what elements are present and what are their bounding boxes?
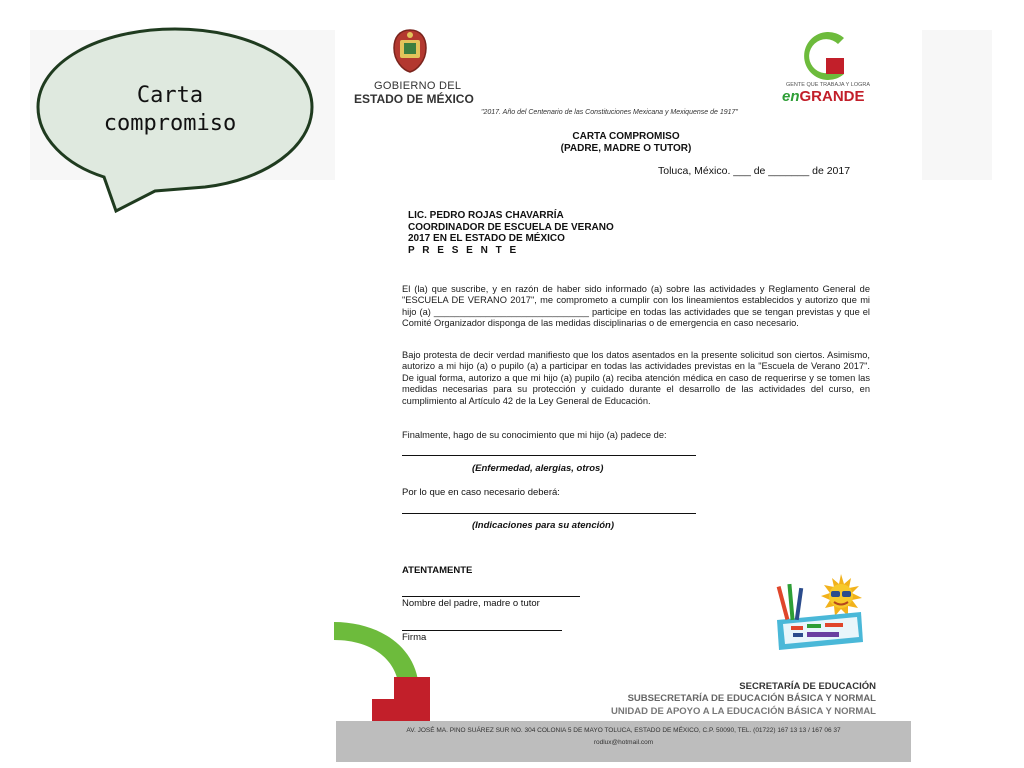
- brand-name: [782, 88, 865, 105]
- paragraph-condition: Finalmente, hago de su conocimiento que mi hijo (a) padece de:: [402, 430, 667, 440]
- indications-line: [402, 513, 696, 514]
- brand-tagline: GENTE QUE TRABAJA Y LOGRA: [785, 82, 871, 88]
- addressee-block: [408, 210, 614, 256]
- escuela-de-verano-logo: [771, 572, 866, 656]
- title-line-1: CARTA COMPROMISO: [572, 131, 680, 142]
- footer-address: AV. JOSÉ MA. PINO SUÁREZ SUR NO. 304 COLONIA 5 DE MAYO TOLUCA, ESTADO DE MÉXICO, C.P. 50090, TEL. (01722) 167 13 13 / 167 06 37: [406, 727, 841, 734]
- parent-name-label: Nombre del padre, madre o tutor: [402, 598, 540, 609]
- brand-grande: GRANDE: [799, 88, 865, 105]
- addressee-line: P R E S E N T E: [408, 244, 519, 256]
- indications-label: (Indicaciones para su atención): [472, 520, 615, 531]
- g-logo-icon: [796, 28, 856, 86]
- addressee-line: LIC. PEDRO ROJAS CHAVARRÍA: [408, 210, 564, 221]
- place-date: Toluca, México. ___ de _______ de 2017: [658, 165, 851, 177]
- footer-bar: [336, 721, 911, 762]
- addressee-line: COORDINADOR DE ESCUELA DE VERANO: [408, 221, 614, 233]
- commitment-letter-document: [336, 10, 911, 762]
- title-line-2: (PADRE, MADRE O TUTOR): [560, 143, 692, 154]
- illness-line: [402, 455, 696, 456]
- state-label: ESTADO DE MÉXICO: [354, 92, 474, 106]
- secretaria-label: SECRETARÍA DE EDUCACIÓN: [739, 681, 876, 692]
- brand-en: en: [782, 88, 800, 105]
- signature-label: Firma: [402, 632, 427, 643]
- footer-email: rodlux@hotmail.com: [593, 739, 654, 746]
- document-title: [486, 131, 766, 155]
- paragraph-declaration: Bajo protesta de decir verdad manifiesto que los datos asentados en la presente solicitud son ciertos. Asimismo, autorizo a mi hijo (a) o pupilo (a) a participar en todas las actividades previstas en la "Escuela de Verano 2017". De igual forma, autorizo a que mi hijo (a) pupilo (a) reciba atención médica en caso de requerirse y se tomen las medidas necesarias para su protección y cuidado durante el desarrollo de las actividades del curso, en cumplimiento al Artículo 42 de la Ley General de Educación.: [402, 350, 870, 406]
- unidad-label: UNIDAD DE APOYO A LA EDUCACIÓN BÁSICA Y NORMAL: [611, 706, 876, 717]
- addressee-line: 2017 EN EL ESTADO DE MÉXICO: [408, 233, 565, 244]
- illness-label: (Enfermedad, alergias, otros): [472, 463, 604, 474]
- g-logo-decoration: [334, 622, 434, 734]
- state-seal-icon: [391, 28, 429, 74]
- paragraph-if-needed: Por lo que en caso necesario deberá:: [402, 487, 560, 498]
- subsecretaria-label: SUBSECRETARÍA DE EDUCACIÓN BÁSICA Y NORMAL: [627, 693, 876, 704]
- year-motto: "2017. Año del Centenario de las Constituciones Mexicana y Mexiquense de 1917": [481, 109, 738, 116]
- parent-name-line: [402, 596, 580, 597]
- bubble-title: Carta compromiso: [103, 83, 237, 136]
- background-band-right: [922, 30, 992, 180]
- paragraph-commitment: El (la) que suscribe, y en razón de haber sido informado (a) sobre las actividades y Reglamento General de "ESCUELA DE VERANO 2017", me comprometo a cumplir con los lineamientos establecidos y autorizo que mi hijo (a) ______________________________ participe en todas las actividades que se tengan previstas y que el Comité Organizador disponga de las medidas disciplinarias o de emergencia en caso necesario.: [402, 284, 870, 329]
- government-label: GOBIERNO DEL: [374, 80, 462, 92]
- closing-label: ATENTAMENTE: [402, 565, 473, 576]
